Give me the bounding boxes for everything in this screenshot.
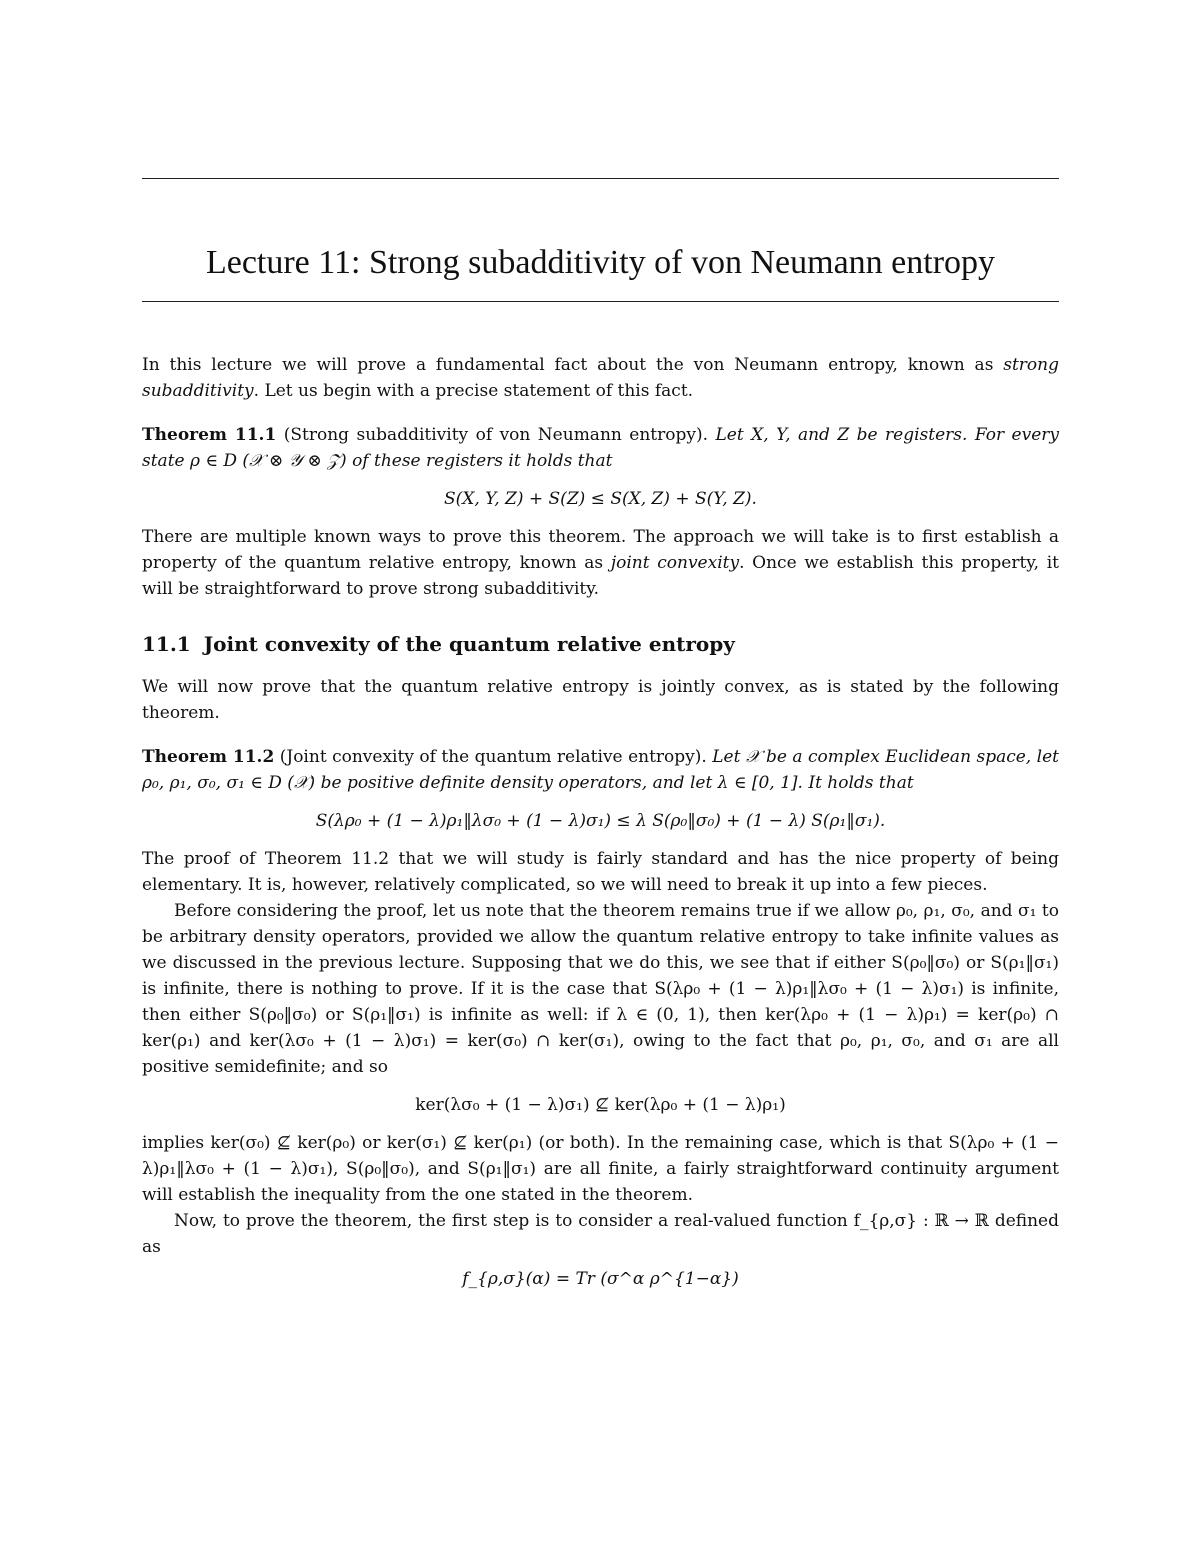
emphasis-strong-subadditivity: strong subadditivity [142, 355, 1059, 401]
equation-kernel: ker(λσ₀ + (1 − λ)σ₁) ⊈ ker(λρ₀ + (1 − λ)ρ₁) [415, 1095, 786, 1115]
theorem-11-2 [142, 744, 1059, 796]
implies-paragraph: implies ker(σ₀) ⊈ ker(ρ₀) or ker(σ₁) ⊈ ker(ρ₁) (or both). In the remaining case, which is that S(λρ₀ + (1 − λ)ρ₁‖λσ₀ + (1 − λ)σ₁), S(ρ₀‖σ₀), and S(ρ₁‖σ₁) are all finite, a fairly straightforward continuity argument will establish the inequality from the one stated in the theorem. [142, 1133, 1059, 1205]
before-proof-paragraph: Before considering the proof, let us note that the theorem remains true if we allow ρ₀, ρ₁, σ₀, and σ₁ to be arbitrary density operators, provided we allow the quantum relative entropy to take infinite values as we discussed in the previous lecture. Supposing that we do this, we see that if either S(ρ₀‖σ₀) or S(ρ₁‖σ₁) is infinite, there is nothing to prove. If it is the case that S(λρ₀ + (1 − λ)ρ₁‖λσ₀ + (1 − λ)σ₁) is infinite, then either S(ρ₀‖σ₀) or S(ρ₁‖σ₁) is infinite as well: if λ ∈ (0, 1), then ker(λρ₀ + (1 − λ)ρ₁) = ker(ρ₀) ∩ ker(ρ₁) and ker(λσ₀ + (1 − λ)σ₁) = ker(σ₀) ∩ ker(σ₁), owing to the fact that ρ₀, ρ₁, σ₀, and σ₁ are all positive semidefinite; and so [142, 901, 1059, 1077]
equation-joint-convexity: S(λρ₀ + (1 − λ)ρ₁‖λσ₀ + (1 − λ)σ₁) ≤ λ S(ρ₀‖σ₀) + (1 − λ) S(ρ₁‖σ₁). [315, 811, 886, 831]
theorem-statement: Let X, Y, and Z be registers. For every state ρ ∈ D (𝒳 ⊗ 𝒴 ⊗ 𝒵) of these registers it holds that [142, 425, 1059, 471]
intro-paragraph: In this lecture we will prove a fundamental fact about the von Neumann entropy, known as strong subadditivity. Let us begin with a precise statement of this fact. [142, 355, 1059, 401]
proof-intro-paragraph: The proof of Theorem 11.2 that we will study is fairly standard and has the nice property of being elementary. It is, however, relatively complicated, so we will need to break it up into a few pieces. [142, 849, 1059, 895]
equation-f-definition: f_{ρ,σ}(α) = Tr (σ^α ρ^{1−α}) [462, 1269, 739, 1289]
title-rule-bottom [142, 301, 1059, 302]
theorem-name: (Strong subadditivity of von Neumann entropy). [283, 425, 709, 445]
section-title: Joint convexity of the quantum relative entropy [203, 632, 735, 656]
theorem-statement: Let 𝒳 be a complex Euclidean space, let ρ₀, ρ₁, σ₀, σ₁ ∈ D (𝒳) be positive definite density operators, and let λ ∈ [0, 1]. It holds that [142, 747, 1059, 793]
document-page [142, 0, 1059, 1553]
section-heading [142, 630, 1059, 658]
title-rule-top [142, 178, 1059, 179]
emphasis-joint-convexity: joint convexity [610, 553, 740, 573]
theorem-11-1 [142, 422, 1059, 474]
approach-paragraph: There are multiple known ways to prove this theorem. The approach we will take is to first establish a property of the quantum relative entropy, known as joint convexity. Once we establish this property, it will be straightforward to prove strong subadditivity. [142, 527, 1059, 599]
page-title: Lecture 11: Strong subadditivity of von Neumann entropy [205, 244, 996, 281]
theorem-label: Theorem 11.1 [142, 425, 277, 445]
section-number: 11.1 [142, 632, 191, 656]
theorem-label: Theorem 11.2 [142, 747, 275, 767]
main-content [142, 352, 1059, 1304]
theorem-name: (Joint convexity of the quantum relative entropy). [279, 747, 707, 767]
equation-ssa: S(X, Y, Z) + S(Z) ≤ S(X, Z) + S(Y, Z). [444, 489, 757, 509]
section-intro-paragraph: We will now prove that the quantum relative entropy is jointly convex, as is stated by the following theorem. [142, 677, 1059, 723]
now-paragraph: Now, to prove the theorem, the first step is to consider a real-valued function f_{ρ,σ} : ℝ → ℝ defined as [142, 1211, 1059, 1257]
